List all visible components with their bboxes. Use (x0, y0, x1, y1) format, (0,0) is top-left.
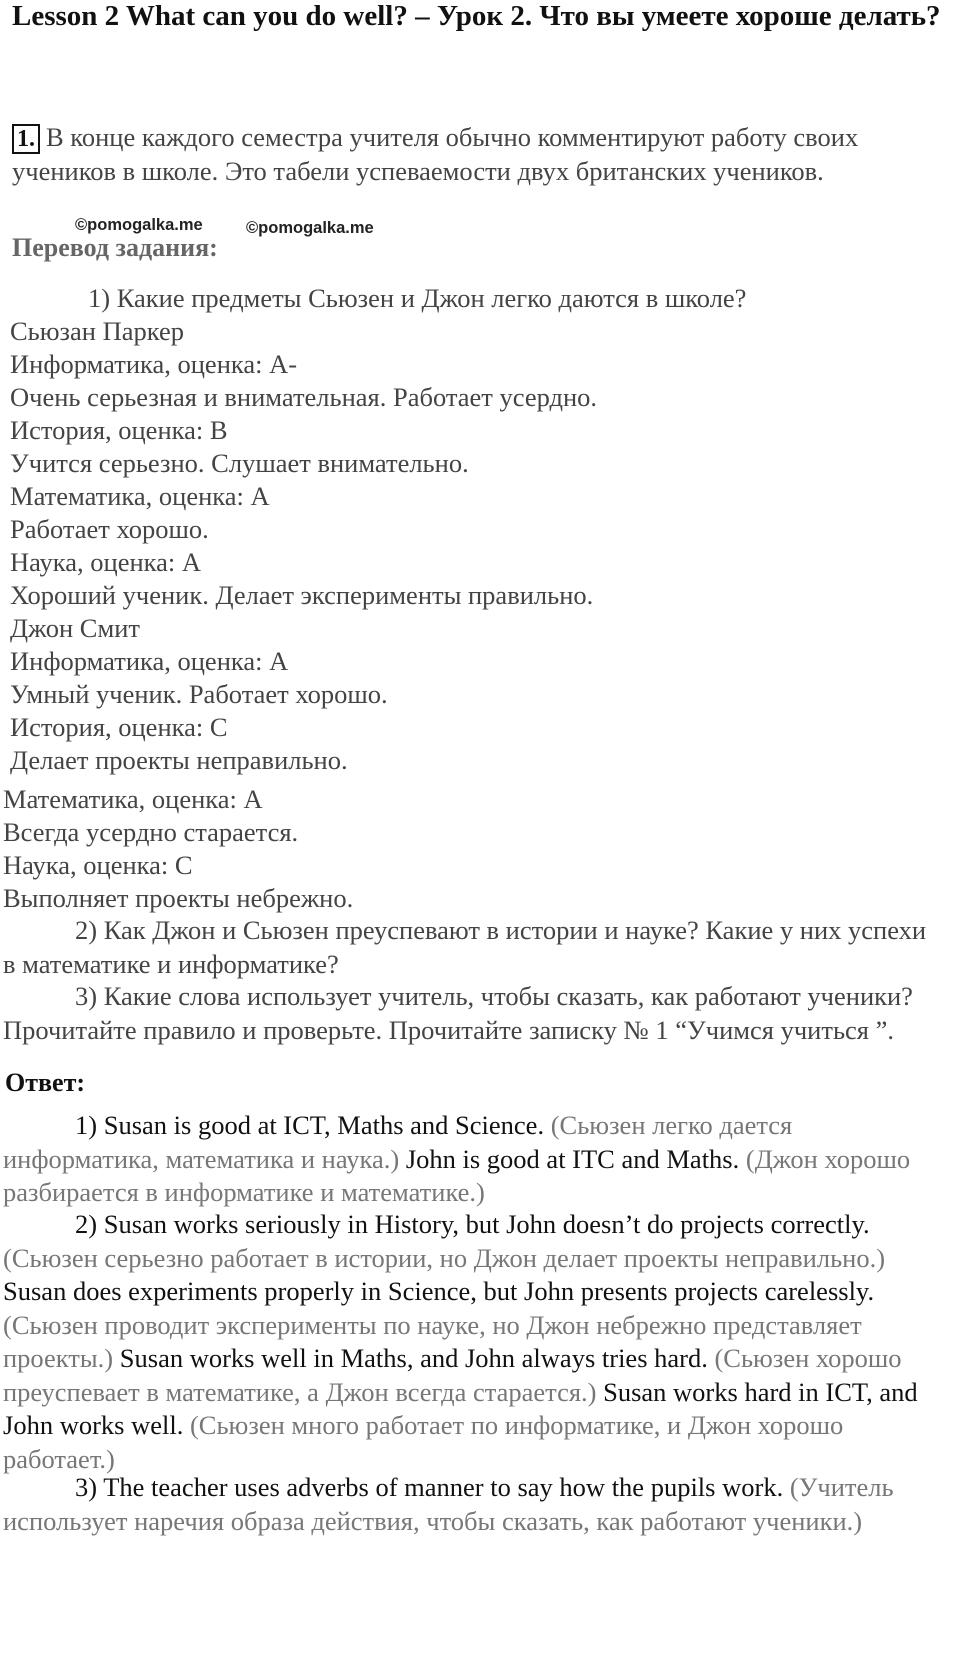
report-line: Математика, оценка: А (10, 481, 270, 511)
report-line: Выполняет проекты небрежно. (3, 883, 354, 913)
report-line: Наука, оценка: С (3, 850, 193, 880)
translation-question-1: 1) Какие предметы Сьюзен и Джон легко даются в школе? (88, 283, 747, 313)
report-line: Учится серьезно. Слушает внимательно. (10, 448, 469, 478)
answer-2-russian-3: (Сьюзен хорошо преуспевает в математике, а Джон всегда старается.) (3, 1343, 902, 1407)
translation-question-2: 2) Как Джон и Сьюзен преуспевают в истории и науке? Какие у них успехи в математике и информатике? (3, 915, 927, 979)
answer-2-russian-4: (Сьюзен много работает по информатике, и Джон хорошо работает.) (3, 1410, 844, 1474)
answer-2-russian-1: (Сьюзен серьезно работает в истории, но Джон делает проекты неправильно.) (3, 1242, 886, 1273)
task-1 (12, 120, 942, 188)
report-line: История, оценка: С (10, 712, 228, 742)
answer-1 (3, 1109, 945, 1210)
answer-2-english-3: Susan works well in Maths, and John always tries hard. (119, 1343, 708, 1373)
watermark: ©pomogalka.me (75, 216, 203, 234)
answer-1-english-2: John is good at ITC and Maths. (405, 1143, 740, 1174)
answer-3-english: 3) The teacher uses adverbs of manner to say how the pupils work. (75, 1472, 784, 1502)
report-line: Информатика, оценка: А- (10, 349, 298, 379)
translation-heading: Перевод задания: (12, 233, 218, 262)
answer-3-russian: (Учитель использует наречия образа действия, чтобы сказать, как работают ученики.) (3, 1472, 894, 1536)
report-line: Работает хорошо. (10, 514, 209, 544)
answer-2-english-1: 2) Susan works seriously in History, but John doesn’t do projects correctly. (75, 1209, 870, 1239)
report-line: Делает проекты неправильно. (10, 745, 348, 775)
watermark: ©pomogalka.me (246, 219, 374, 237)
answer-2-russian-2: (Сьюзен проводит эксперименты по науке, но Джон небрежно представляет проекты.) (3, 1309, 862, 1373)
answer-2-english-2: Susan does experiments properly in Science, but John presents projects carelessly. (3, 1276, 875, 1306)
report-line: Джон Смит (10, 613, 140, 643)
report-line: Хороший ученик. Делает эксперименты правильно. (10, 580, 594, 610)
answer-3 (3, 1471, 945, 1538)
task-text: В конце каждого семестра учителя обычно комментируют работу своих учеников в школе. Это табели успеваемости двух британских учеников. (12, 122, 859, 186)
report-line: Математика, оценка: А (3, 784, 263, 814)
answer-1-russian-1: (Сьюзен легко дается информатика, математика и наука.) (3, 1110, 793, 1174)
report-line: История, оценка: В (10, 415, 228, 445)
report-line: Умный ученик. Работает хорошо. (10, 679, 388, 709)
report-line: Очень серьезная и внимательная. Работает усердно. (10, 382, 598, 412)
answer-2-english-4: Susan works hard in ICT, and John works well. (3, 1376, 918, 1440)
lesson-title: Lesson 2 What can you do well? – Урок 2. Что вы умеете хороше делать? (12, 0, 941, 32)
report-line: Информатика, оценка: А (10, 646, 289, 676)
report-line: Сьюзан Паркер (10, 316, 184, 346)
answer-1-english-1: 1) Susan is good at ICT, Maths and Science. (75, 1110, 545, 1140)
answer-1-russian-2: (Джон хорошо разбирается в информатике и математике.) (3, 1143, 911, 1207)
answer-2 (3, 1208, 945, 1476)
answer-heading: Ответ: (5, 1068, 86, 1097)
report-line: Всегда усердно старается. (3, 817, 299, 847)
report-line: Наука, оценка: А (10, 547, 202, 577)
task-number-box: 1. (12, 124, 40, 154)
translation-question-3: 3) Какие слова использует учитель, чтобы сказать, как работают ученики? Прочитайте правило и проверьте. Прочитайте записку № 1 “Учимся учиться ”. (3, 981, 913, 1045)
